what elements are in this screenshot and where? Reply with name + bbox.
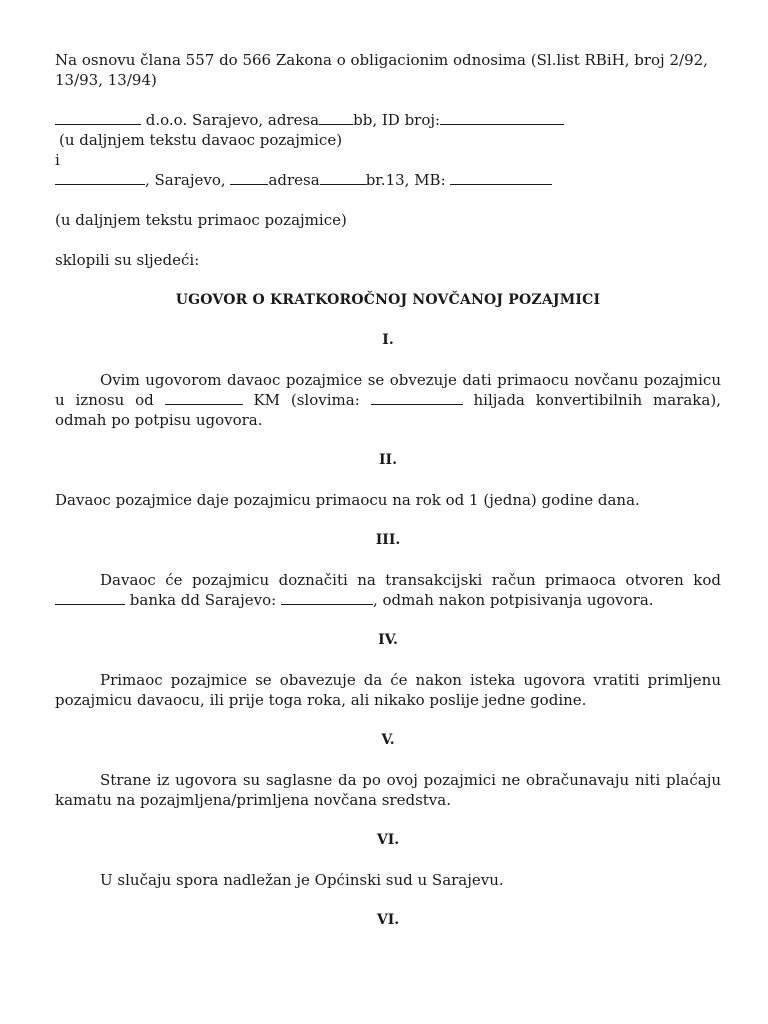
lender-id-blank xyxy=(440,110,564,125)
borrower-pre-address-blank xyxy=(230,170,268,185)
lender-address-blank xyxy=(319,110,353,125)
article-heading: I. xyxy=(382,332,394,348)
borrower-address-blank xyxy=(320,170,366,185)
article-heading: II. xyxy=(379,452,397,468)
article-heading: III. xyxy=(375,532,401,548)
article-1-part-2: KM (slovima: xyxy=(253,391,360,409)
article-3-part-2: banka dd Sarajevo: xyxy=(129,591,277,609)
article-text: Primaoc pozajmice se obavezuje da će nakon isteka ugovora vratiti primljenu pozajmicu davaocu, ili prije toga roka, ali nikako poslije jedne godine. xyxy=(55,671,721,709)
article-text: U slučaju spora nadležan je Općinski sud u Sarajevu. xyxy=(100,871,504,889)
article-heading: IV. xyxy=(378,632,398,648)
article-3-part-1: Davaoc će pozajmicu doznačiti na transakcijski račun primaoca otvoren kod xyxy=(100,571,721,589)
lender-company: d.o.o. Sarajevo, adresa xyxy=(145,111,320,129)
article-text: Strane iz ugovora su saglasne da po ovoj pozajmici ne obračunavaju niti plaćaju kamatu na pozajmljena/primljena novčana sredstva. xyxy=(55,771,721,809)
contract-page xyxy=(55,50,721,930)
article-text: Davaoc pozajmice daje pozajmicu primaocu na rok od 1 (jedna) godine dana. xyxy=(55,491,640,509)
amount-words-blank xyxy=(371,390,463,405)
borrower-city: , Sarajevo, xyxy=(145,171,226,189)
lender-bb: bb, ID broj: xyxy=(353,111,441,129)
lender-note: (u daljnjem tekstu davaoc pozajmice) xyxy=(59,131,343,149)
article-1-part-3: hiljada konvertibilnih maraka), odmah po potpisu ugovora. xyxy=(55,391,721,429)
article-heading: V. xyxy=(381,732,395,748)
article-text xyxy=(55,370,721,430)
lender-name-blank xyxy=(55,110,141,125)
borrower-address: adresa xyxy=(268,171,320,189)
conjunction: i xyxy=(55,151,60,169)
article-1-part-1: Ovim ugovorom davaoc pozajmice se obvezuje dati primaocu novčanu pozajmicu u iznosu od xyxy=(55,371,721,409)
borrower-note: (u daljnjem tekstu primaoc pozajmice) xyxy=(55,211,347,229)
agreed-text: sklopili su sljedeći: xyxy=(55,251,200,269)
account-number-blank xyxy=(281,590,373,605)
bank-name-blank xyxy=(55,590,125,605)
article-heading: VI. xyxy=(376,912,400,928)
lender-line xyxy=(55,110,721,130)
intro-line-1: Na osnovu člana 557 do 566 Zakona o obligacionim odnosima (Sl.list RBiH, broj 2/92, xyxy=(55,51,708,69)
contract-title: UGOVOR O KRATKOROČNOJ NOVČANOJ POZAJMICI xyxy=(175,292,601,308)
article-heading: VI. xyxy=(376,832,400,848)
borrower-line xyxy=(55,170,721,190)
borrower-number: br.13, MB: xyxy=(365,171,446,189)
amount-blank xyxy=(165,390,243,405)
article-3-part-3: , odmah nakon potpisivanja ugovora. xyxy=(372,591,654,609)
intro-line-2: 13/93, 13/94) xyxy=(55,71,157,89)
article-text xyxy=(55,570,721,610)
borrower-name-blank xyxy=(55,170,145,185)
borrower-mb-blank xyxy=(450,170,552,185)
